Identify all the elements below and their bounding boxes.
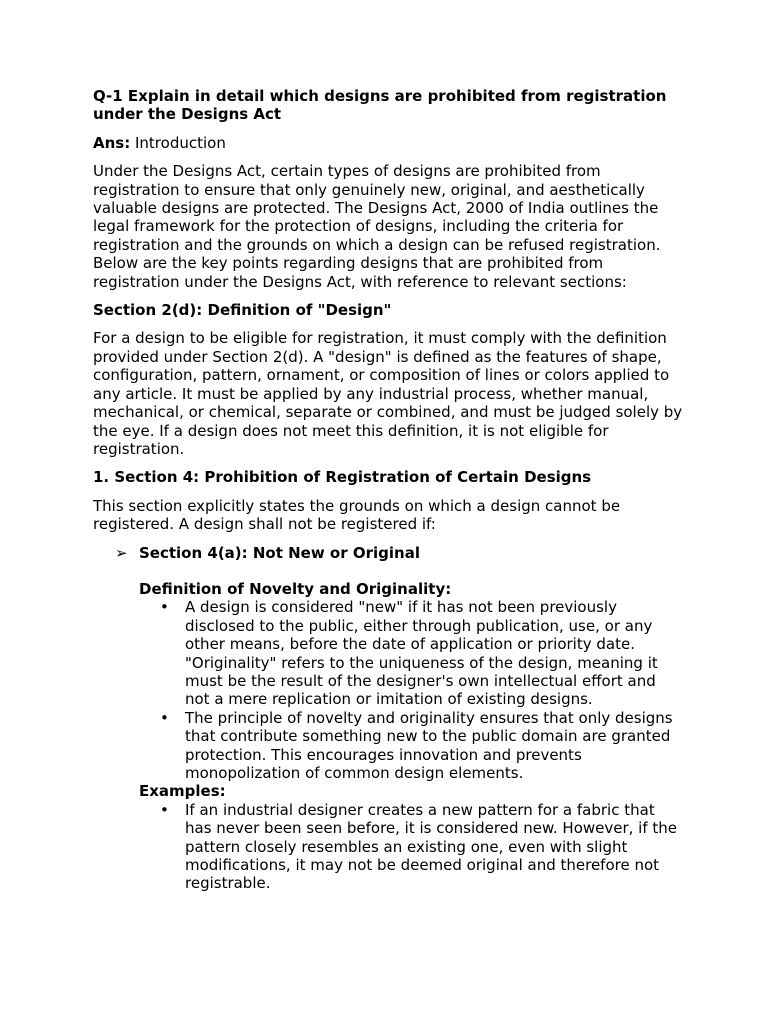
list-item-text: A design is considered "new" if it has not been previously disclosed to the public, either through publication, use, or any other means, before the date of application or priority date. "Originality" refers to the uniqueness of the design, meaning it must be the result of the designer's own intellectual effort and not a mere replication or imitation of existing designs.: [185, 598, 658, 709]
list-item: [139, 709, 683, 783]
list-item-text: If an industrial designer creates a new pattern for a fabric that has never been seen before, it is considered new. However, if the pattern closely resembles an existing one, even with slight modifications, it may not be deemed original and therefore not registrable.: [185, 800, 678, 893]
arrow-right-icon: ➢: [115, 543, 128, 562]
question-title: Q-1 Explain in detail which designs are prohibited from registration under the Designs Act: [93, 87, 667, 124]
answer-heading: Introduction: [135, 133, 226, 152]
list-item: [139, 598, 683, 708]
section-2d-heading: Section 2(d): Definition of "Design": [93, 301, 392, 320]
section-4a-item: [93, 544, 683, 562]
novelty-heading: Definition of Novelty and Originality:: [139, 579, 452, 598]
answer-line: [93, 134, 683, 152]
bullet-icon: •: [160, 800, 169, 819]
section-4-heading: 1. Section 4: Prohibition of Registration of Certain Designs: [93, 468, 592, 487]
intro-paragraph: Under the Designs Act, certain types of designs are prohibited from registration to ensure that only genuinely new, original, and aesthetically valuable designs are protected. The Designs Act, 2000 of India outlines the legal framework for the protection of designs, including the criteria for registration and the grounds on which a design can be refused registration. Below are the key points regarding designs that are prohibited from registration under the Designs Act, with reference to relevant sections:: [93, 162, 661, 291]
section-4a-label: Section 4(a): Not New or Original: [139, 543, 420, 562]
answer-label: Ans:: [93, 133, 131, 152]
examples-list: [139, 801, 683, 893]
document-page: [93, 87, 683, 893]
section-4-body: This section explicitly states the grounds on which a design cannot be registered. A design shall not be registered if:: [93, 496, 621, 534]
list-item-text: The principle of novelty and originality ensures that only designs that contribute something new to the public domain are granted protection. This encourages innovation and prevents monopolization of common design elements.: [185, 708, 673, 782]
list-item: [139, 801, 683, 893]
examples-heading: Examples:: [139, 782, 226, 801]
novelty-block: [93, 580, 683, 893]
novelty-list: [139, 598, 683, 782]
section-2d-body: For a design to be eligible for registration, it must comply with the definition provided under Section 2(d). A "design" is defined as the features of shape, configuration, pattern, ornament, or composition of lines or colors applied to any article. It must be applied by any industrial process, whether manual, mechanical, or chemical, separate or combined, and must be judged solely by the eye. If a design does not meet this definition, it is not eligible for registration.: [93, 329, 683, 458]
bullet-icon: •: [160, 708, 169, 727]
bullet-icon: •: [160, 598, 169, 617]
